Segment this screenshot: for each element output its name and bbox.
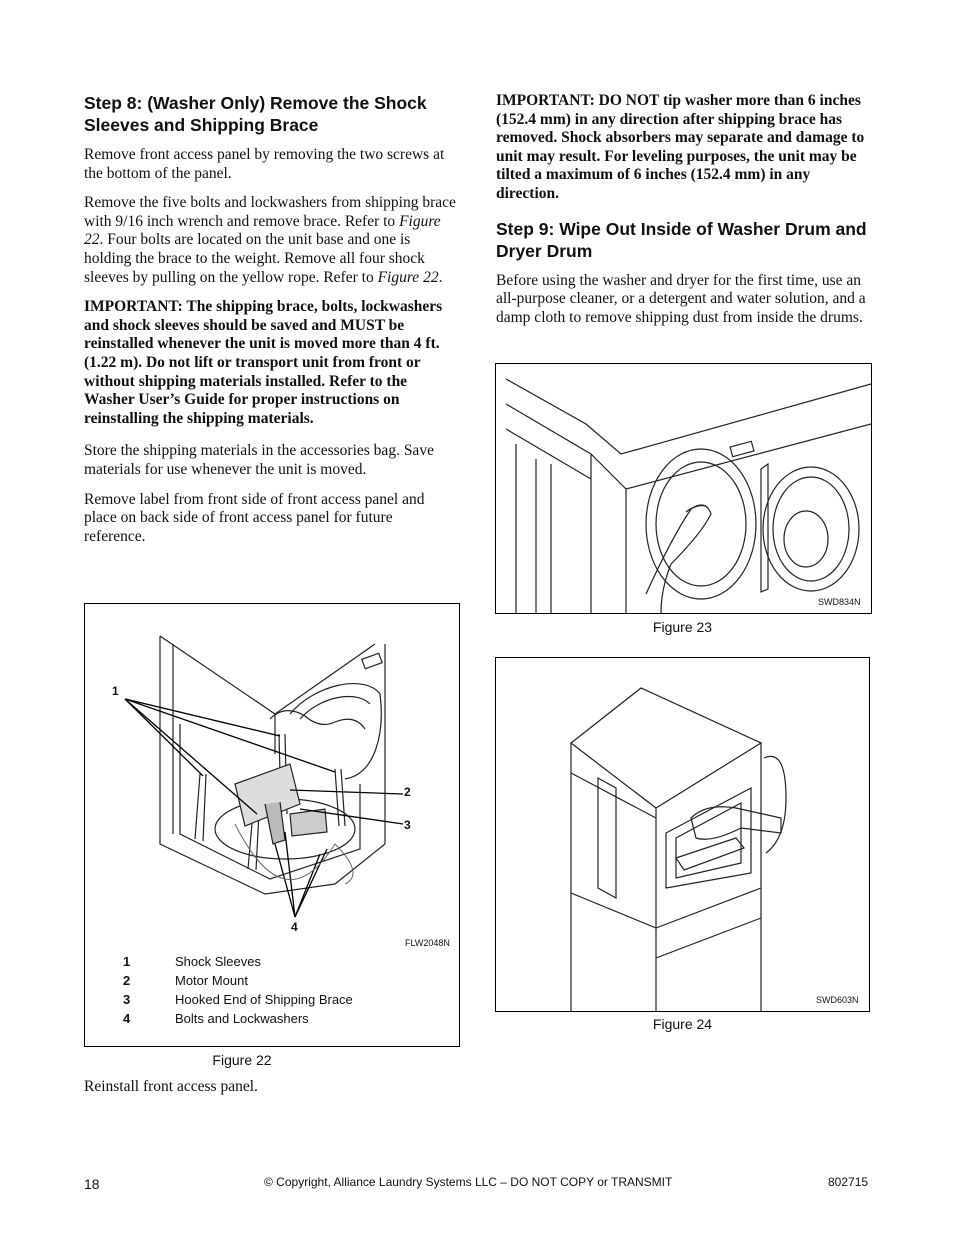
figure-22-caption: Figure 22 bbox=[212, 1052, 272, 1068]
figure-22-reference: Figure 22 bbox=[84, 212, 441, 249]
legend-label: Shock Sleeves bbox=[175, 954, 261, 969]
legend-label: Bolts and Lockwashers bbox=[175, 1011, 309, 1026]
figure-23-caption: Figure 23 bbox=[652, 619, 713, 635]
step9-heading: Step 9: Wipe Out Inside of Washer Drum and Dryer Drum bbox=[496, 218, 867, 261]
callout-1: 1 bbox=[112, 684, 119, 698]
p2-text-c: . bbox=[438, 268, 443, 286]
tip-warning-note: IMPORTANT: DO NOT tip washer more than 6 inches (152.4 mm) in any direction after shipping brace has removed. Shock absorbers may separate and damage to unit may result. For leveling purposes, the unit may be tilted a maximum of 6 inches (152.4 mm) in any direction. bbox=[496, 92, 865, 202]
legend-row bbox=[123, 1011, 353, 1030]
figure-24-code: SWD603N bbox=[816, 995, 859, 1005]
figure-23-code: SWD834N bbox=[818, 597, 861, 607]
step8-heading: Step 8: (Washer Only) Remove the Shock Sleeves and Shipping Brace bbox=[84, 93, 427, 135]
step8-paragraph-1: Remove front access panel by removing the two screws at the bottom of the panel. bbox=[84, 146, 445, 182]
step9-paragraph: Before using the washer and dryer for the first time, use an all-purpose cleaner, or a detergent and water solution, and a damp cloth to remove shipping dust from inside the drums. bbox=[496, 271, 866, 326]
p2-text-b: . Four bolts are located on the unit base and one is holding the brace to the weight. Remove all four shock sleeves by pulling on the yellow rope. Refer to bbox=[84, 231, 425, 286]
figure-24-box bbox=[495, 657, 870, 1012]
figure-22-reference: Figure 22 bbox=[377, 268, 439, 286]
legend-number: 2 bbox=[123, 973, 131, 988]
legend-label: Motor Mount bbox=[175, 973, 248, 988]
figure-22-legend bbox=[123, 954, 353, 1030]
step8-paragraph-3: Store the shipping materials in the accessories bag. Save materials for use whenever the unit is moved. bbox=[84, 442, 434, 478]
legend-row bbox=[123, 973, 353, 992]
washer-drum-wiping-illustration bbox=[496, 364, 871, 613]
document-number: 802715 bbox=[828, 1175, 869, 1189]
copyright-notice: © Copyright, Alliance Laundry Systems LLC – DO NOT COPY or TRANSMIT bbox=[264, 1175, 673, 1189]
figure-23-box bbox=[495, 363, 872, 614]
step8-paragraph-2 bbox=[84, 194, 456, 287]
p2-text-a: Remove the five bolts and lockwashers from shipping brace with 9/16 inch wrench and remove brace. Refer to bbox=[84, 194, 456, 230]
figure-22-box bbox=[84, 603, 460, 1047]
callout-3: 3 bbox=[404, 818, 411, 832]
step8-paragraph-4: Remove label from front side of front access panel and place on back side of front access panel for future reference. bbox=[84, 490, 425, 545]
reinstall-panel-text: Reinstall front access panel. bbox=[84, 1078, 258, 1095]
legend-number: 4 bbox=[123, 1011, 131, 1026]
legend-number: 1 bbox=[123, 954, 131, 969]
legend-number: 3 bbox=[123, 992, 131, 1007]
left-column bbox=[84, 92, 456, 557]
right-column bbox=[496, 92, 871, 338]
step8-important-note: IMPORTANT: The shipping brace, bolts, lockwashers and shock sleeves should be saved and MUST be reinstalled whenever the unit is moved more than 4 ft. (1.22 m). Do not lift or transport unit from front or without shipping materials installed. Refer to the Washer User’s Guide for proper instructions on reinstalling the shipping materials. bbox=[84, 298, 443, 427]
callout-2: 2 bbox=[404, 785, 411, 799]
legend-row bbox=[123, 992, 353, 1011]
legend-row bbox=[123, 954, 353, 973]
callout-4: 4 bbox=[291, 920, 298, 934]
figure-22-code: FLW2048N bbox=[405, 938, 450, 948]
figure-24-caption: Figure 24 bbox=[652, 1016, 713, 1032]
page-number: 18 bbox=[84, 1176, 100, 1192]
legend-label: Hooked End of Shipping Brace bbox=[175, 992, 353, 1007]
dryer-drum-wiping-illustration bbox=[496, 658, 869, 1011]
